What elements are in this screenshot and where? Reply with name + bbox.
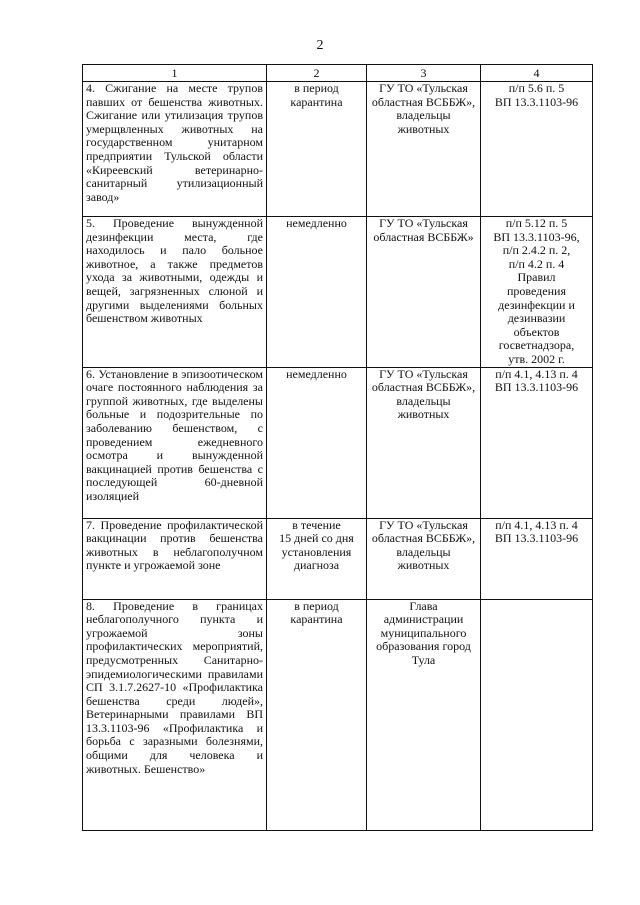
measure-text: 4. Сжигание на месте трупов павших от бешенства животных. Сжигание или утилизация трупов умерщвленных животных на государственном унитарном предприятии Тульской области «Киреевский ветеринарно-санитарный утилизационный завод» xyxy=(86,81,263,204)
term-text: в период карантина xyxy=(290,81,343,109)
basis-text: п/п 4.1, 4.13 п. 4 ВП 13.3.1103-96 xyxy=(494,366,579,395)
executor-text: ГУ ТО «Тульская областная ВСББЖ», владельцы животных xyxy=(371,366,476,422)
basis-text: п/п 5.6 п. 5 ВП 13.3.1103-96 xyxy=(494,81,579,109)
page-number: 2 xyxy=(316,38,324,53)
executor-text: ГУ ТО «Тульская областная ВСББЖ» xyxy=(373,216,474,244)
measure-text: 7. Проведение профилактической вакцинации против бешенства животных в неблагополучном пункте и угрожаемой зоне xyxy=(86,517,263,573)
basis-cell xyxy=(481,367,593,518)
table-row xyxy=(83,367,593,518)
executor-cell xyxy=(367,367,481,518)
executor-cell xyxy=(367,518,481,599)
basis-cell xyxy=(481,518,593,599)
column-header-3: 3 xyxy=(367,65,481,82)
column-header-4: 4 xyxy=(481,65,593,82)
basis-text: п/п 4.1, 4.13 п. 4 ВП 13.3.1103-96 xyxy=(494,517,579,546)
executor-cell xyxy=(367,217,481,368)
executor-text: Глава администрации муниципального образования город Тула xyxy=(376,598,471,667)
table-row xyxy=(83,518,593,599)
term-text: в течение 15 дней со дня установления диагноза xyxy=(279,517,354,573)
executor-cell xyxy=(367,82,481,217)
term-cell xyxy=(267,599,367,830)
term-text: немедленно xyxy=(286,216,347,230)
column-header-2: 2 xyxy=(267,65,367,82)
measure-cell xyxy=(83,518,267,599)
basis-text: п/п 5.12 п. 5 ВП 13.3.1103-96, п/п 2.4.2 п. 2, п/п 4.2 п. 4 Правил проведения дезинфекции и дезинвазии объектов госветнадзора, утв. 2002 г. xyxy=(493,216,580,366)
basis-cell xyxy=(481,599,593,830)
measures-table xyxy=(82,64,593,831)
term-cell xyxy=(267,82,367,217)
table-header-row xyxy=(83,65,593,82)
measure-cell xyxy=(83,217,267,368)
term-cell xyxy=(267,367,367,518)
term-cell xyxy=(267,518,367,599)
column-header-1: 1 xyxy=(83,65,267,82)
measure-cell xyxy=(83,82,267,217)
table-row xyxy=(83,217,593,368)
basis-cell xyxy=(481,217,593,368)
executor-text: ГУ ТО «Тульская областная ВСББЖ», владельцы животных xyxy=(371,517,476,573)
term-cell xyxy=(267,217,367,368)
measure-cell xyxy=(83,367,267,518)
measure-cell xyxy=(83,599,267,830)
measure-text: 8. Проведение в границах неблагополучного пункта и угрожаемой зоны профилактических мероприятий, предусмотренных Санитарно-эпидемиологическими правилами СП 3.1.7.2627-10 «Профилактика бешенства среди людей», Ветеринарными правилами ВП 13.3.1103-96 «Профилактика и борьба с заразными болезнями, общими для человека и животных. Бешенство» xyxy=(86,598,263,776)
executor-text: ГУ ТО «Тульская областная ВСББЖ», владельцы животных xyxy=(371,81,476,136)
table-row xyxy=(83,599,593,830)
table-row xyxy=(83,82,593,217)
executor-cell xyxy=(367,599,481,830)
term-text: немедленно xyxy=(286,366,347,381)
measure-text: 6. Установление в эпизоотическом очаге постоянного наблюдения за группой животных, где выделены больные и подозрительные по заболеванию бешенством, с проведением ежедневного осмотра и вынужденной вакцинацией против бешенства с последующей 60-дневной изоляцией xyxy=(86,366,263,503)
basis-cell xyxy=(481,82,593,217)
measure-text: 5. Проведение вынужденной дезинфекции места, где находилось и пало больное животное, а также предметов ухода за животными, одежды и вещей, загрязненных слюной и другими выделениями больных бешенством животных xyxy=(86,216,263,326)
term-text: в период карантина xyxy=(290,598,343,627)
